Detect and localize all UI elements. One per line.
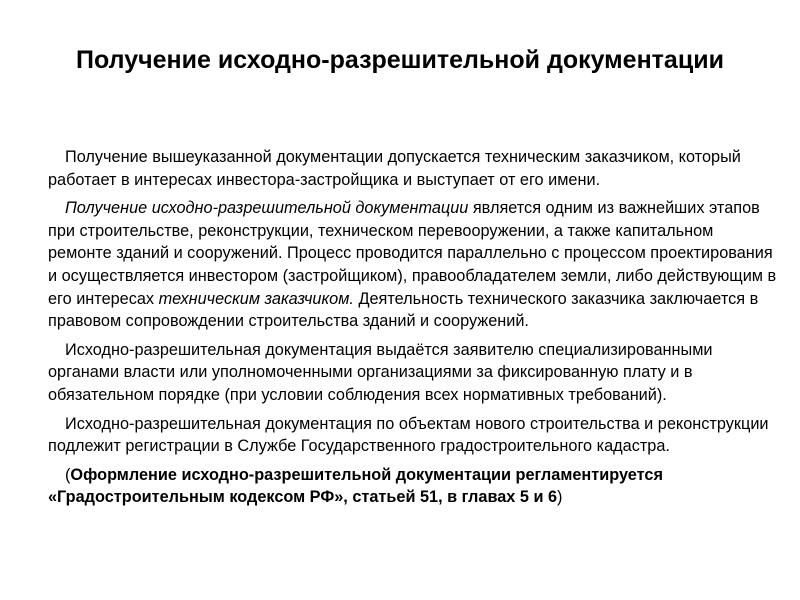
paragraph-5-bold-text: Оформление исходно-разрешительной документации регламентируется «Градостроительным кодексом РФ», статьей 51, в главах 5 и 6 [48, 465, 663, 507]
paragraph-1-text: Получение вышеуказанной документации допускается техническим заказчиком, который работает в интересах инвестора-застройщика и выступает от его имени. [48, 148, 741, 189]
paragraph-5 [48, 464, 778, 509]
paragraph-1 [48, 146, 778, 191]
paragraph-2 [48, 197, 778, 333]
paragraph-2-text-end: Деятельность технического заказчика заключается в правовом сопровождении строительства зданий и сооружений. [48, 289, 759, 331]
slide-title: Получение исходно-разрешительной документации [76, 46, 724, 74]
paragraph-5-open-paren: ( [65, 465, 71, 484]
paragraph-4 [48, 413, 778, 458]
paragraph-3 [48, 339, 778, 407]
paragraph-2-text: является одним из важнейших этапов при строительстве, реконструкции, техническом перевооружении, а также капитальном ремонте зданий и сооружений. Процесс проводится параллельно с процессом проектирования и осуществляется инвестором (застройщиком), правообладателем земли, либо действующим в его интересах [48, 199, 777, 308]
paragraph-2-italic-lead: Получение исходно-разрешительной документации [65, 199, 469, 218]
paragraph-5-close-paren: ) [557, 488, 563, 507]
paragraph-3-text: Исходно-разрешительная документация выдаётся заявителю специализированными органами власти или уполномоченными организациями за фиксированную плату и в обязательном порядке (при условии соблюдения всех нормативных требований). [48, 340, 713, 404]
paragraph-2-italic-term: техническим заказчиком. [158, 289, 354, 308]
paragraph-4-text: Исходно-разрешительная документация по объектам нового строительства и реконструкции подлежит регистрации в Службе Государственного градостроительного кадастра. [48, 414, 769, 456]
slide-body [48, 146, 778, 509]
